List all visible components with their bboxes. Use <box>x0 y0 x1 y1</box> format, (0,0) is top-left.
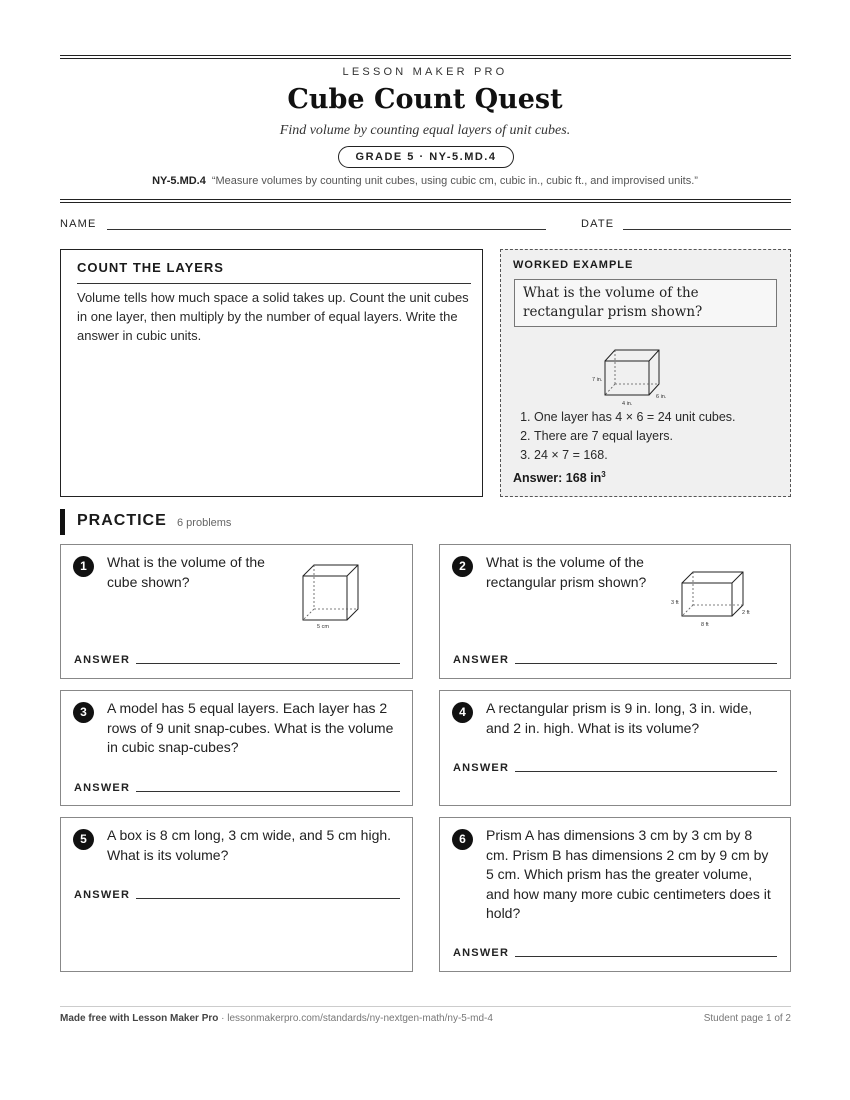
top-rule-2 <box>60 58 791 59</box>
prism-length-label: 4 in. <box>622 401 633 406</box>
prism-height-label: 3 ft <box>671 600 679 606</box>
standard-code: NY-5.MD.4 <box>152 175 206 187</box>
problem-card-1 <box>60 544 413 679</box>
problem-number: 3 <box>73 702 94 723</box>
grade-badge: GRADE 5 · NY-5.MD.4 <box>338 146 514 168</box>
name-label: NAME <box>60 218 97 230</box>
answer-line[interactable] <box>136 791 400 792</box>
problem-number: 5 <box>73 829 94 850</box>
prism-width-label: 6 in. <box>656 394 667 400</box>
practice-accent-bar <box>60 509 65 535</box>
footer-rule <box>60 1006 791 1007</box>
step-item: 3. 24 × 7 = 168. <box>534 446 736 465</box>
problem-card-2 <box>439 544 791 679</box>
step-item: 1. One layer has 4 × 6 = 24 unit cubes. <box>534 408 736 427</box>
problem-number: 1 <box>73 556 94 577</box>
step-item: 2. There are 7 equal layers. <box>534 427 736 446</box>
heading-underline <box>77 283 471 284</box>
problem-number: 2 <box>452 556 473 577</box>
date-field[interactable] <box>623 229 791 230</box>
count-layers-text: Volume tells how much space a solid takes up. Count the unit cubes in one layer, then multiply by the number of equal layers. Write the answer in cubic units. <box>77 290 469 343</box>
worksheet-title: Cube Count Quest <box>287 84 563 115</box>
problem-card-3 <box>60 690 413 806</box>
worked-prism-figure <box>586 344 696 406</box>
problem-text: A model has 5 equal layers. Each layer has 2 rows of 9 unit snap-cubes. What is the volume in cubic snap-cubes? <box>107 700 394 755</box>
standard-line <box>0 175 850 187</box>
count-layers-box <box>60 249 483 497</box>
answer-label: ANSWER <box>74 889 131 901</box>
cube-side-label: 5 cm <box>317 624 329 630</box>
cube-figure <box>296 561 366 631</box>
footer-made-with: Made free with Lesson Maker Pro <box>60 1013 219 1024</box>
top-rule <box>60 55 791 56</box>
worked-example-answer: Answer: 168 $in^3$ <box>513 470 606 486</box>
header-rule-2 <box>60 202 791 203</box>
worksheet-subtitle: Find volume by counting equal layers of unit cubes. <box>279 123 571 138</box>
problem-card-4 <box>439 690 791 806</box>
answer-label: ANSWER <box>453 762 510 774</box>
prism-height-label: 7 in. <box>592 377 603 383</box>
answer-line[interactable] <box>136 898 400 899</box>
worked-example-steps <box>501 408 736 465</box>
answer-label: ANSWER <box>74 782 131 794</box>
problem-text: Prism A has dimensions 3 cm by 3 cm by 8 cm. Prism B has dimensions 2 cm by 9 cm by 5 cm. Which prism has the greater volume, and how many more cubic centimeters does it hold? <box>486 827 771 921</box>
problem-text: What is the volume of the cube shown? <box>107 554 265 590</box>
header-rule <box>60 199 791 200</box>
prism-edge <box>649 350 659 361</box>
answer-line[interactable] <box>515 956 777 957</box>
problem-card-6 <box>439 817 791 972</box>
footer-url[interactable]: · lessonmakerpro.com/standards/ny-nextgen-math/ny-5-md-4 <box>218 1013 493 1024</box>
brand-name: LESSON MAKER PRO <box>342 66 508 78</box>
answer-label: ANSWER <box>74 654 131 666</box>
problem-text: What is the volume of the rectangular prism shown? <box>486 554 647 590</box>
answer-line[interactable] <box>136 663 400 664</box>
problem-number: 6 <box>452 829 473 850</box>
answer-line[interactable] <box>515 771 777 772</box>
prism-figure <box>668 567 756 629</box>
answer-label: ANSWER <box>453 947 510 959</box>
name-field[interactable] <box>107 229 546 230</box>
practice-heading: PRACTICE <box>77 512 167 529</box>
problem-text: A rectangular prism is 9 in. long, 3 in. wide, and 2 in. high. What is its volume? <box>486 700 753 736</box>
problem-number: 4 <box>452 702 473 723</box>
prism-front-face <box>605 361 649 395</box>
footer-credit <box>60 1013 493 1024</box>
count-layers-heading: COUNT THE LAYERS <box>77 260 224 275</box>
date-label: DATE <box>581 218 615 230</box>
footer-page: Student page 1 of 2 <box>703 1013 791 1024</box>
worked-example-box <box>500 249 791 497</box>
standard-text: “Measure volumes by counting unit cubes, using cubic cm, cubic in., cubic ft., and improvised units.” <box>211 175 698 187</box>
practice-count: 6 problems <box>177 517 232 529</box>
prism-length-label: 8 ft <box>701 622 709 628</box>
problem-text: A box is 8 cm long, 3 cm wide, and 5 cm high. What is its volume? <box>107 827 392 863</box>
answer-line[interactable] <box>515 663 777 664</box>
answer-label: ANSWER <box>453 654 510 666</box>
worked-example-question: What is the volume of the rectangular prism shown? <box>514 279 777 327</box>
prism-back-edges <box>605 350 659 395</box>
problem-card-5 <box>60 817 413 972</box>
prism-width-label: 2 ft <box>742 610 750 616</box>
worked-example-label: WORKED EXAMPLE <box>513 259 634 271</box>
